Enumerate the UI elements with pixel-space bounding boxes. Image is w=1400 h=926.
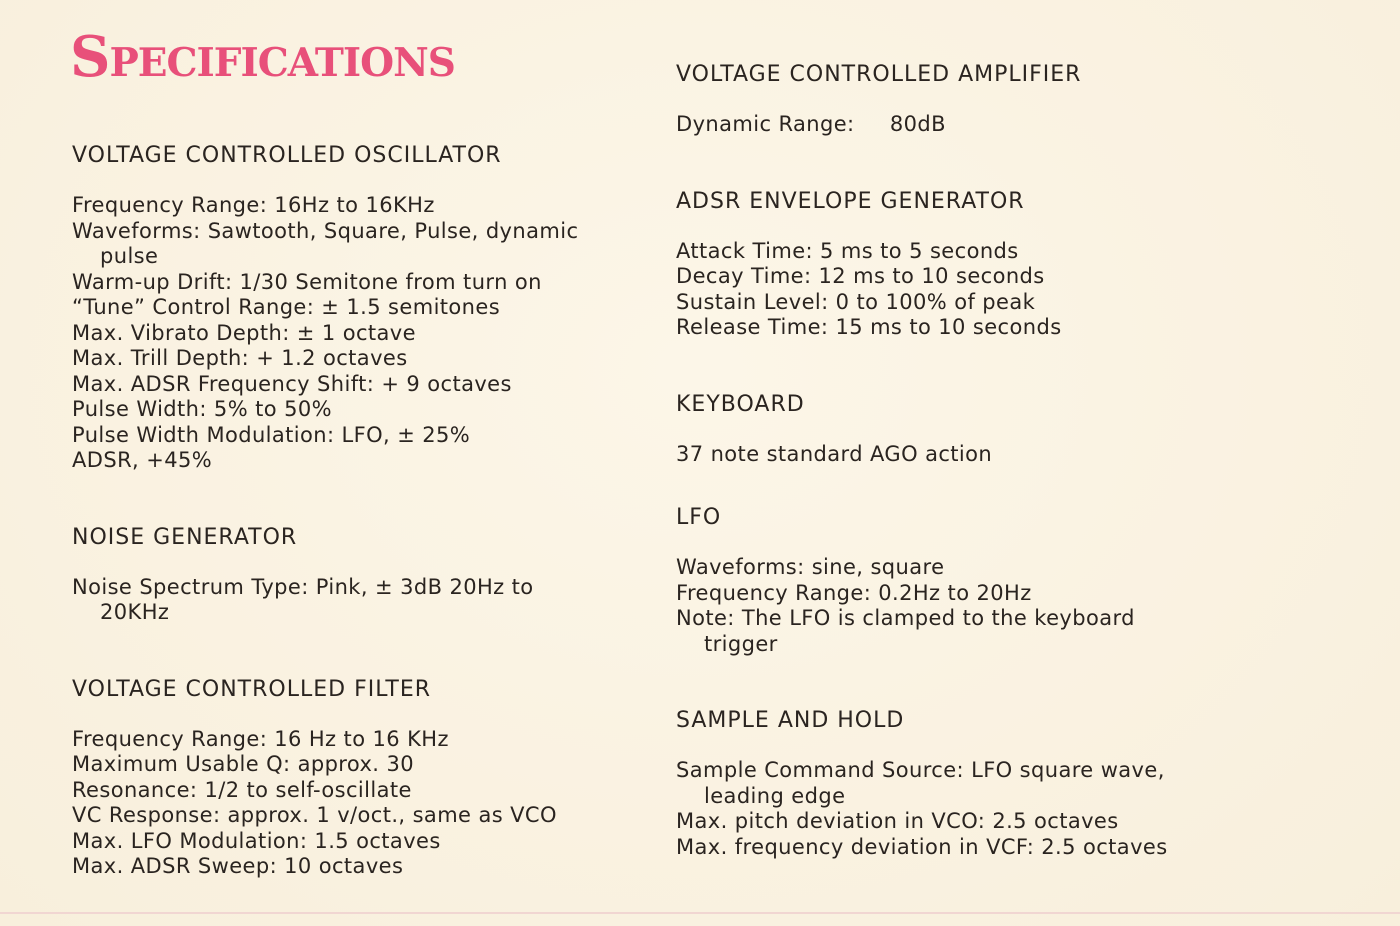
spec-item: Max. ADSR Frequency Shift: + 9 octaves [72, 371, 512, 396]
spec-item: Maximum Usable Q: approx. 30 [72, 752, 414, 776]
spec-item: Note: The LFO is clamped to the keyboard trigger [676, 606, 1135, 656]
spec-list [676, 112, 1236, 138]
section-heading: VOLTAGE CONTROLLED AMPLIFIER [676, 62, 1082, 87]
spec-list [676, 442, 1236, 468]
spec-item: Max. ADSR Sweep: 10 octaves [72, 854, 404, 878]
spec-item: “Tune” Control Range: ± 1.5 semitones [72, 295, 501, 319]
spec-item: VC Response: approx. 1 v/oct., same as VCO [72, 803, 557, 827]
section-sample-hold [676, 708, 1236, 860]
bottom-divider [0, 912, 1400, 914]
spec-item: Warm-up Drift: 1/30 Semitone from turn on [72, 269, 542, 294]
section-vcf [72, 677, 612, 880]
spec-item: Pulse Width: 5% to 50% [72, 397, 332, 421]
spec-item: Resonance: 1/2 to self-oscillate [72, 777, 412, 802]
section-lfo [676, 505, 1236, 657]
section-adsr [676, 189, 1236, 341]
section-heading: ADSR ENVELOPE GENERATOR [676, 188, 1025, 214]
spec-item: Max. Trill Depth: + 1.2 octaves [72, 346, 408, 370]
spec-item: Frequency Range: 16 Hz to 16 KHz [72, 726, 449, 751]
section-vco [72, 143, 612, 474]
section-heading: LFO [676, 505, 722, 530]
spec-item: ADSR, +45% [72, 448, 213, 472]
section-vca [676, 62, 1236, 138]
spec-item: Pulse Width Modulation: LFO, ± 25% [72, 422, 471, 447]
spec-list [72, 727, 612, 880]
section-heading: KEYBOARD [676, 391, 805, 417]
spec-item: Release Time: 15 ms to 10 seconds [676, 315, 1062, 339]
spec-item: Frequency Range: 0.2Hz to 20Hz [676, 580, 1032, 605]
left-column [72, 143, 612, 880]
spec-item: Dynamic Range: 80dB [676, 112, 946, 136]
spec-item: Decay Time: 12 ms to 10 seconds [676, 264, 1045, 288]
section-keyboard [676, 392, 1236, 468]
section-heading: NOISE GENERATOR [72, 524, 298, 550]
spec-item: Waveforms: Sawtooth, Square, Pulse, dynamic pulse [72, 218, 579, 268]
spec-item: Sample Command Source: LFO square wave, leading edge [676, 758, 1165, 808]
spec-item: Max. LFO Modulation: 1.5 octaves [72, 828, 441, 853]
spec-list [676, 239, 1236, 341]
page-title: Specifications [70, 24, 455, 90]
spec-list [676, 758, 1236, 860]
spec-item: Sustain Level: 0 to 100% of peak [676, 289, 1036, 314]
spec-item: Frequency Range: 16Hz to 16KHz [72, 193, 435, 217]
section-heading: SAMPLE AND HOLD [676, 708, 905, 733]
spec-item: Max. frequency deviation in VCF: 2.5 octaves [676, 834, 1168, 859]
spec-item: Noise Spectrum Type: Pink, ± 3dB 20Hz to 20KHz [72, 574, 534, 624]
spec-item: Max. Vibrato Depth: ± 1 octave [72, 320, 416, 345]
spec-item: Waveforms: sine, square [676, 555, 945, 579]
spec-item: Max. pitch deviation in VCO: 2.5 octaves [676, 809, 1119, 833]
spec-list [72, 575, 612, 626]
section-heading: VOLTAGE CONTROLLED OSCILLATOR [72, 143, 502, 168]
right-column [676, 62, 1236, 860]
section-heading: VOLTAGE CONTROLLED FILTER [72, 676, 432, 702]
spec-item: 37 note standard AGO action [676, 441, 993, 466]
spec-list [72, 193, 612, 474]
spec-item: Attack Time: 5 ms to 5 seconds [676, 238, 1019, 263]
spec-list [676, 555, 1236, 657]
section-noise [72, 525, 612, 626]
